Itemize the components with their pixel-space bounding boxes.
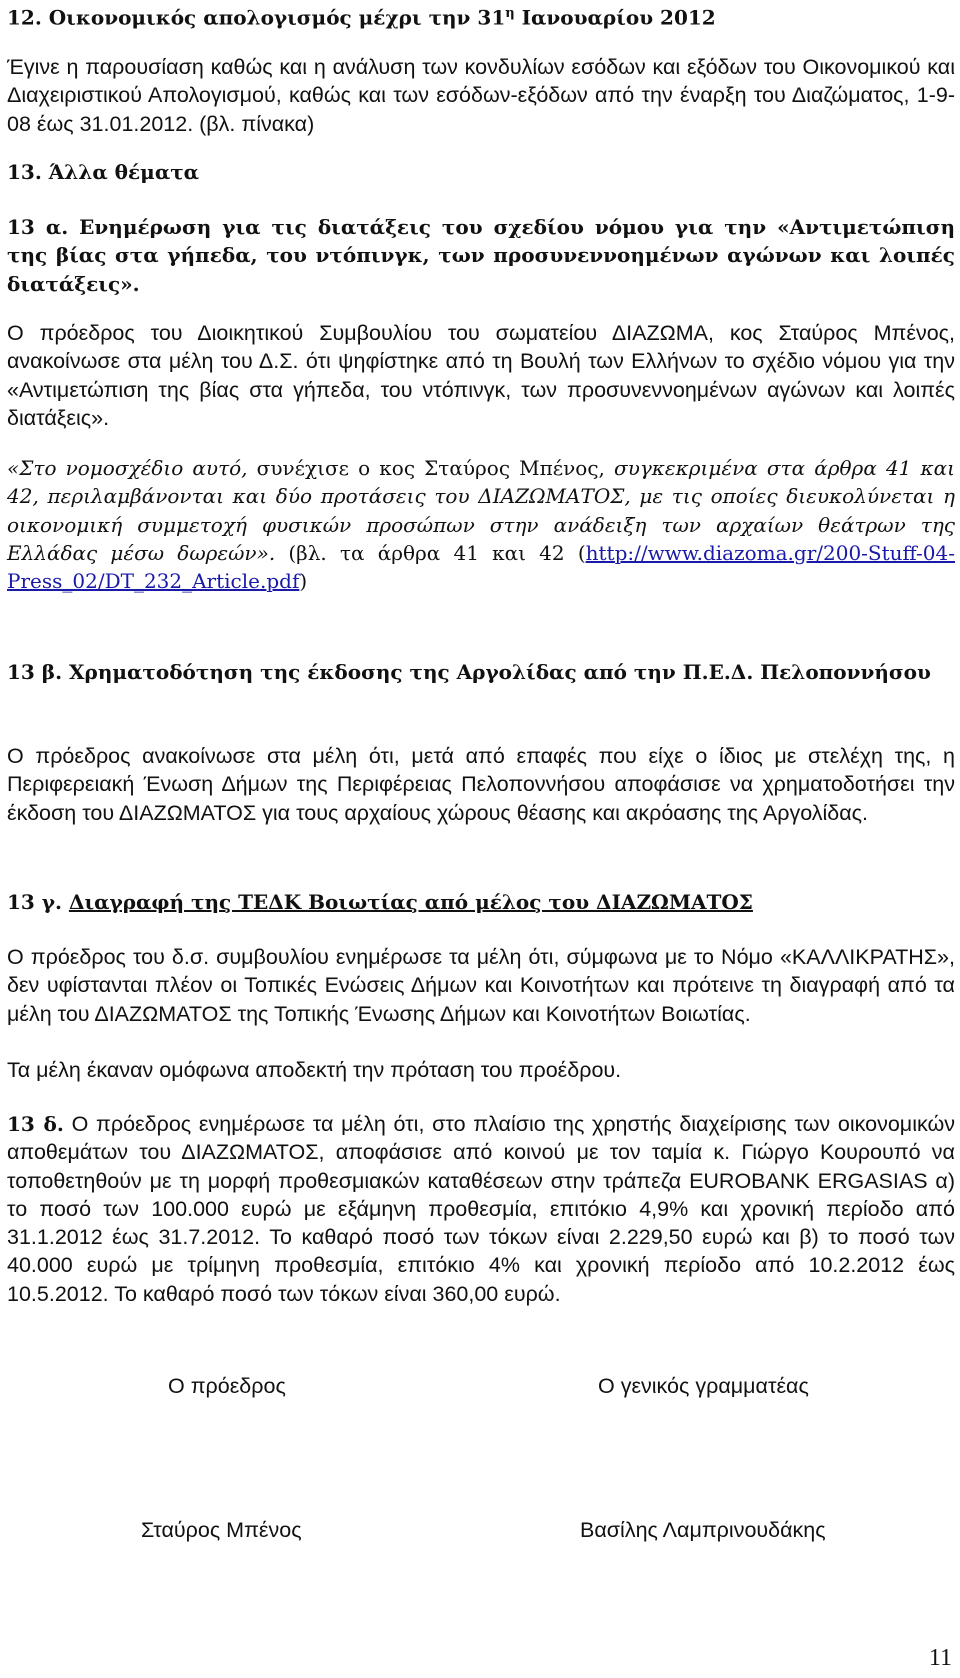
signature-left-title: Ο πρόεδρος [168,1374,286,1398]
signature-left-name: Σταύρος Μπένος [141,1518,302,1542]
quote-part-4: (βλ. τα άρθρα 41 και 42 ( [275,540,586,565]
section-13c-heading [7,888,955,916]
section-13c-body-2: Τα μέλη έκαναν ομόφωνα αποδεκτή την πρόταση του προέδρου. [7,1058,622,1082]
section-12-title-text: 12. Οικονομικός απολογισμός μέχρι την 31 [7,5,506,30]
section-13a-heading: 13 α. Ενημέρωση για τις διατάξεις του σχεδίου νόμου για την «Αντιμετώπιση της βίας στα γήπεδα, του ντόπινγκ, των προσυνεννοημένων αγώνων και λοιπές διατάξεις». [7,215,955,296]
quote-part-3: συγκεκριμένα στα άρθρα 41 και 42, περιλαμβάνονται και δύο προτάσεις του ΔΙΑΖΩΜΑΤΟΣ, με τις οποίες διευκολύνεται η οικονομική συμμετοχή φυσικών προσώπων στην ανάδειξη των αρχαίων θεάτρων της Ελλάδας μέσω δωρεών». [7,456,955,565]
quote-part-1: «Στο νομοσχέδιο αυτό, [7,456,248,480]
section-13c-label: 13 γ. [7,890,69,914]
section-13c-title: Διαγραφή της ΤΕΔΚ Βοιωτίας από μέλος του ΔΙΑΖΩΜΑΤΟΣ [68,890,753,914]
article-pdf-link[interactable]: http://www.diazoma.gr/200-Stuff-04-Press_02/DT_232_Article.pdf [7,540,955,594]
signature-right-name: Βασίλης Λαμπρινουδάκης [580,1518,826,1542]
section-13d-body [7,1110,955,1308]
section-13b-heading: 13 β. Χρηματοδότηση της έκδοσης της Αργολίδας από την Π.Ε.Δ. Πελοποννήσου [7,660,931,684]
section-13d-text: Ο πρόεδρος ενημέρωσε τα μέλη ότι, στο πλαίσιο της χρηστής διαχείρισης των οικονομικών αποθεμάτων του ΔΙΑΖΩΜΑΤΟΣ, αποφάσισε από κοινού με τον ταμία κ. Γιώργο Κουρουπό να τοποθετηθούν με τη μορφή προθεσμιακών καταθέσεων στην τράπεζα EUROBANK ERGASIAS α) το ποσό των 100.000 ευρώ με εξάμηνη προθεσμία, επιτόκιο 4,9% και χρονική περίοδο από 31.1.2012 έως 31.7.2012. Το καθαρό ποσό των τόκων είναι 2.229,50 ευρώ και β) το ποσό των 40.000 ευρώ με τρίμηνη προθεσμία, επιτόκιο 4% και χρονική περίοδο από 10.2.2012 έως 10.5.2012. Το καθαρό ποσό των τόκων είναι 360,00 ευρώ. [7,1112,955,1306]
section-13b-body: Ο πρόεδρος ανακοίνωσε στα μέλη ότι, μετά από επαφές που είχε ο ίδιος με στελέχη της, η Περιφερειακή Ένωση Δήμων της Περιφέρειας Πελοποννήσου αποφάσισε να χρηματοδοτήσει την έκδοση του ΔΙΑΖΩΜΑΤΟΣ για τους αρχαίους χώρους θέασης και ακρόασης της Αργολίδας. [7,744,955,825]
signature-right-title: Ο γενικός γραμματέας [598,1374,809,1398]
section-13c-body: Ο πρόεδρος του δ.σ. συμβουλίου ενημέρωσε τα μέλη ότι, σύμφωνα με το Νόμο «ΚΑΛΛΙΚΡΑΤΗΣ», δεν υφίστανται πλέον οι Τοπικές Ενώσεις Δήμων και Κοινοτήτων και πρότεινε τη διαγραφή από τα μέλη του ΔΙΑΖΩΜΑΤΟΣ της Τοπικής Ένωσης Δήμων και Κοινοτήτων Βοιωτίας. [7,945,955,1026]
quote-part-5: ) [299,569,308,594]
title-superscript: η [505,6,515,21]
quote-part-2: συνέχισε ο κος Σταύρος Μπένος, [247,456,615,480]
section-12-title [7,0,955,32]
section-12-title-end: Ιανουαρίου 2012 [514,5,716,30]
section-13d-label: 13 δ. [7,1112,64,1136]
section-12-body: Έγινε η παρουσίαση καθώς και η ανάλυση των κονδυλίων εσόδων και εξόδων του Οικονομικού και Διαχειριστικού Απολογισμού, καθώς και των εσόδων-εξόδων από την έναρξη του Διαζώματος, 1-9-08 έως 31.01.2012. (βλ. πίνακα) [7,55,955,136]
section-13-title: 13. Άλλα θέματα [7,160,200,184]
section-13a-body: Ο πρόεδρος του Διοικητικού Συμβουλίου του σωματείου ΔΙΑΖΩΜΑ, κος Σταύρος Μπένος, ανακοίνωσε στα μέλη του Δ.Σ. ότι ψηφίστηκε από τη Βουλή των Ελλήνων το σχέδιο νόμου για την «Αντιμετώπιση της βίας στα γήπεδα, του ντόπινγκ, των προσυνεννοημένων αγώνων και λοιπές διατάξεις». [7,321,955,430]
section-13a-quote [7,454,955,595]
page-number: 11 [928,1645,952,1671]
